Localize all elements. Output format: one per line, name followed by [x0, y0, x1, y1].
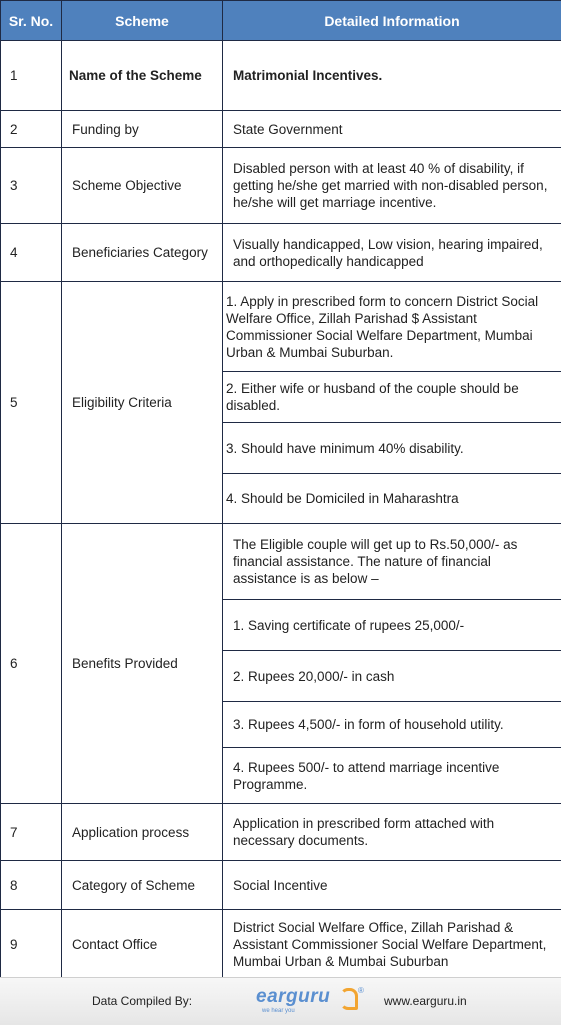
- data-compiled-by-label: Data Compiled By:: [92, 994, 192, 1008]
- scheme-cell: Name of the Scheme: [62, 41, 223, 111]
- table-row: [1, 41, 561, 111]
- info-cell: 2. Rupees 20,000/- in cash: [223, 651, 561, 702]
- table-row: [1, 804, 561, 861]
- info-cell: 3. Rupees 4,500/- in form of household utility.: [223, 702, 561, 748]
- info-cell: Visually handicapped, Low vision, hearing impaired, and orthopedically handicapped: [223, 224, 561, 282]
- info-cell: District Social Welfare Office, Zillah Parishad & Assistant Commissioner Social Welfare Department, Mumbai Urban & Mumbai Suburban: [223, 910, 561, 980]
- table-row: [1, 910, 561, 980]
- sr-no-cell: 3: [1, 148, 62, 224]
- table-row: [1, 224, 561, 282]
- header-scheme: Scheme: [62, 1, 223, 41]
- scheme-cell: Benefits Provided: [62, 524, 223, 804]
- info-cell: State Government: [223, 111, 561, 148]
- info-cell: Matrimonial Incentives.: [223, 41, 561, 111]
- table-row: [1, 861, 561, 910]
- sr-no-cell: 8: [1, 861, 62, 910]
- table-row: [1, 111, 561, 148]
- sr-no-cell: 1: [1, 41, 62, 111]
- header-detailed-information: Detailed Information: [223, 1, 561, 41]
- logo-name: earguru: [256, 986, 330, 1007]
- ear-icon: [340, 988, 358, 1010]
- footer-bar: [0, 977, 561, 1025]
- info-cell: Social Incentive: [223, 861, 561, 910]
- info-cell: 2. Either wife or husband of the couple should be disabled.: [223, 372, 561, 423]
- sr-no-cell: 9: [1, 910, 62, 980]
- table-header-row: [1, 1, 561, 41]
- sr-no-cell: 4: [1, 224, 62, 282]
- scheme-cell: Funding by: [62, 111, 223, 148]
- table-row: [1, 282, 561, 372]
- info-cell: Application in prescribed form attached with necessary documents.: [223, 804, 561, 861]
- scheme-cell: Eligibility Criteria: [62, 282, 223, 524]
- scheme-cell: Scheme Objective: [62, 148, 223, 224]
- logo-tagline: we hear you: [262, 1008, 295, 1014]
- scheme-cell: Beneficiaries Category: [62, 224, 223, 282]
- sr-no-cell: 6: [1, 524, 62, 804]
- sr-no-cell: 5: [1, 282, 62, 524]
- info-cell: 4. Rupees 500/- to attend marriage incentive Programme.: [223, 748, 561, 804]
- info-cell: 3. Should have minimum 40% disability.: [223, 423, 561, 474]
- earguru-logo[interactable]: [256, 986, 366, 1016]
- info-cell: The Eligible couple will get up to Rs.50,000/- as financial assistance. The nature of financial assistance is as below –: [223, 524, 561, 600]
- scheme-cell: Application process: [62, 804, 223, 861]
- registered-mark: ®: [358, 986, 364, 995]
- table-row: [1, 148, 561, 224]
- info-cell: Disabled person with at least 40 % of disability, if getting he/she get married with non-disabled person, he/she will get marriage incentive.: [223, 148, 561, 224]
- sr-no-cell: 7: [1, 804, 62, 861]
- scheme-cell: Category of Scheme: [62, 861, 223, 910]
- info-cell: 1. Apply in prescribed form to concern District Social Welfare Office, Zillah Parishad $ Assistant Commissioner Social Welfare Department, Mumbai Urban & Mumbai Suburban.: [223, 282, 561, 372]
- info-cell: 4. Should be Domiciled in Maharashtra: [223, 474, 561, 524]
- scheme-cell: Contact Office: [62, 910, 223, 980]
- sr-no-cell: 2: [1, 111, 62, 148]
- website-link[interactable]: www.earguru.in: [384, 994, 467, 1008]
- info-cell: 1. Saving certificate of rupees 25,000/-: [223, 600, 561, 651]
- table-row: [1, 524, 561, 600]
- header-sr-no: Sr. No.: [1, 1, 62, 41]
